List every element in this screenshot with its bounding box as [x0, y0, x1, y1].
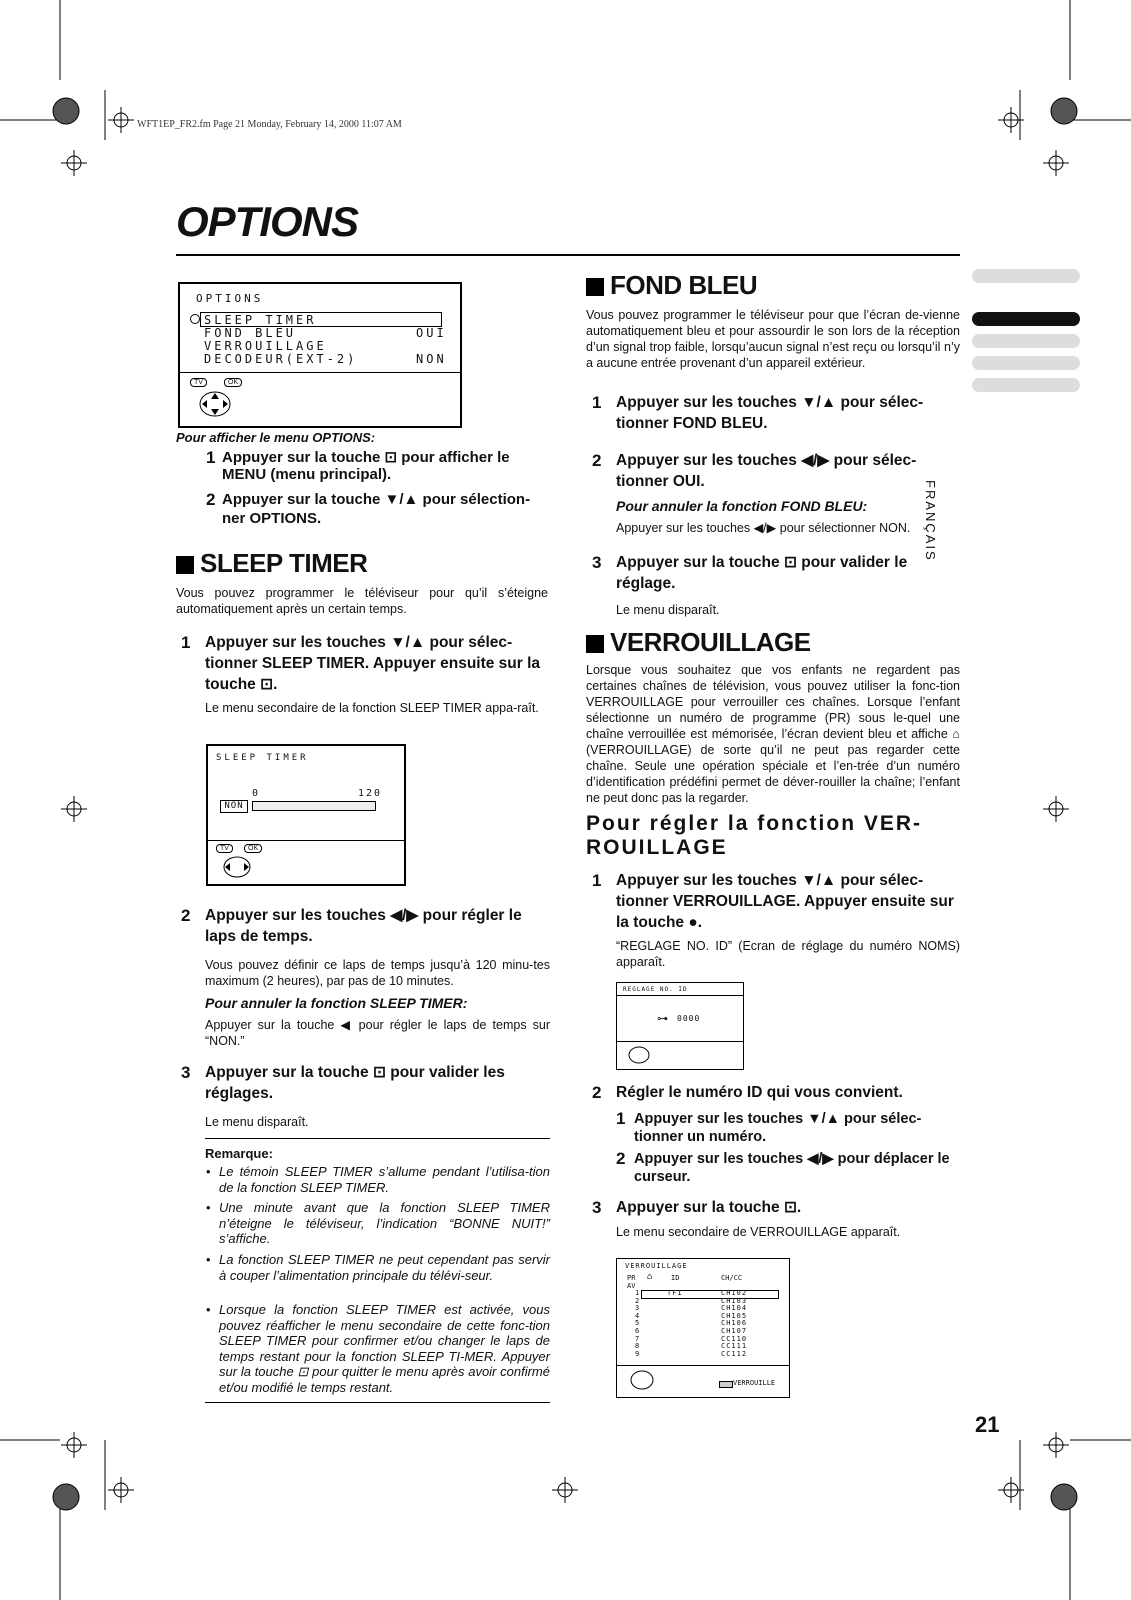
tv-key: TV	[190, 378, 207, 387]
verrouillage-step-1: 1 Appuyer sur les touches ▼/▲ pour sélec-tionner VERROUILLAGE. Appuyer ensuite sur la touche ●.	[592, 871, 954, 931]
fond-bleu-step-1: 1 Appuyer sur les touches ▼/▲ pour sélec-tionner FOND BLEU.	[592, 393, 924, 432]
verrouillage-step-3: 3 Appuyer sur la touche ⊡.	[592, 1198, 802, 1217]
remarks-bottom-rule	[205, 1402, 550, 1403]
channel-row-cell: CC112	[721, 1349, 748, 1358]
sleep-cancel-text: Appuyer sur la touche ◀ pour régler le laps de temps sur “NON.”	[205, 1018, 550, 1048]
intro-heading: Pour afficher le menu OPTIONS:	[176, 430, 376, 445]
sleep-step-3-note: Le menu disparaît.	[205, 1115, 309, 1129]
osd-divider	[617, 995, 743, 996]
fond-bleu-intro: Vous pouvez programmer le téléviseur pour que l’écran de-vienne automatiquement bleu et pour assourdir le son lors de la réception d’un signal trop faible, lorsqu’aucun signal n’est reçu ou lorsqu’il n’y a aucune entrée provenant d’un appareil extérieur.	[586, 308, 960, 370]
sleep-step-3: 3 Appuyer sur la touche ⊡ pour valider les réglages.	[181, 1063, 505, 1102]
verrouillage-step-2: 2 Régler le numéro ID qui vous convient.	[592, 1083, 903, 1102]
dpad-icon	[198, 390, 232, 418]
sleep-cancel-heading: Pour annuler la fonction SLEEP TIMER:	[205, 995, 468, 1011]
verrouillage-intro: Lorsque vous souhaitez que vos enfants ne regardent pas certaines chaînes de télévision, vous pouvez utiliser la fonc-tion VERROUILLAGE pour verrouiller ces chaînes. Lorsque l’enfant sélectionne un numéro de programme (PR) sous le-quel une chaîne verrouillée est mémorisée, l’écran devient bleu et affiche ⌂ (VERROUILLAGE) de sorte qu’il ne peut pas regarder cette chaîne. Seule une opération spéciale et l’en-trée d’un numéro d’identification prédéfini permet de déver-rouiller la chaîne; l’enfant ne peut donc pas la regarder.	[586, 663, 960, 805]
dpad-icon	[629, 1369, 655, 1391]
osd-item-label: FOND BLEU	[204, 326, 297, 340]
channel-row-cell: CH102	[721, 1289, 748, 1297]
channel-row-cell: 2	[635, 1296, 641, 1305]
tab-active	[972, 312, 1080, 326]
sleep-step-1-note: Le menu secondaire de la fonction SLEEP TIMER appa-raît.	[205, 701, 539, 715]
osd-divider	[617, 1041, 743, 1042]
av-label: AV	[627, 1282, 636, 1290]
osd-scale-min: 0	[252, 788, 259, 799]
sleep-timer-intro: Vous pouvez programmer le téléviseur pour qu’il s’éteigne automatiquement après un certain temps.	[176, 586, 548, 616]
verrouillage-step-2-2: 2 Appuyer sur les touches ◀/▶ pour déplacer le curseur.	[616, 1149, 950, 1185]
tab-inactive-3	[972, 356, 1080, 370]
sleep-step-1: 1 Appuyer sur les touches ▼/▲ pour sélec-tionner SLEEP TIMER. Appuyer ensuite sur la touche ⊡.	[181, 633, 541, 693]
ok-key: OK	[224, 378, 242, 387]
verrouillage-step-1-note: “REGLAGE NO. ID” (Ecran de réglage du numéro NOMS) apparaît.	[616, 939, 960, 969]
sleep-timer-heading: SLEEP TIMER	[176, 548, 367, 579]
osd-title: REGLAGE NO. ID	[623, 986, 688, 993]
verrouillage-subheading: Pour régler la fonction VER-ROUILLAGE	[586, 812, 923, 859]
verrouillage-step-3-note: Le menu secondaire de VERROUILLAGE apparaît.	[616, 1225, 901, 1239]
verrouillage-screen	[616, 1258, 790, 1398]
col-pr: PR	[627, 1274, 636, 1282]
verrouillage-step-2-1: 1 Appuyer sur les touches ▼/▲ pour sélec-tionner un numéro.	[616, 1109, 922, 1145]
legend-label: VERROUILLE	[733, 1379, 776, 1387]
lock-icon: ⌂	[647, 1272, 653, 1282]
page-number: 21	[975, 1412, 1000, 1437]
key-icon: ⊶	[657, 1012, 668, 1025]
channel-row-cell: 9	[635, 1349, 641, 1358]
tv-key: TV	[216, 844, 233, 853]
osd-title: SLEEP TIMER	[216, 753, 309, 763]
id-code-display: 0000	[677, 1014, 701, 1023]
side-language-label: FRANÇAIS	[923, 480, 938, 562]
channel-row-cell: 3	[635, 1304, 641, 1313]
remark-item: • Lorsque la fonction SLEEP TIMER est activée, vous pouvez réafficher le menu secondaire de cette fonc-tion SLEEP TIMER pour confirmer et/ou changer le laps de temps restant pour la fonction SLEEP TI-MER. Appuyer sur la touche ⊡ pour quitter le menu après avoir confirmé et/ou modifié le temps restant.	[219, 1302, 550, 1395]
intro-step-1: 1 Appuyer sur la touche ⊡ pour afficher le MENU (menu principal).	[206, 448, 510, 483]
col-ch: CH/CC	[721, 1274, 743, 1282]
osd-item-label: VERROUILLAGE	[204, 339, 327, 353]
channel-row-cell: 7	[635, 1334, 641, 1343]
channel-row-cell: 6	[635, 1327, 641, 1335]
fond-bleu-step-2: 2 Appuyer sur les touches ◀/▶ pour sélec-tionner OUI.	[592, 451, 917, 490]
selection-marker	[190, 314, 200, 324]
channel-row-cell: CH107	[721, 1327, 748, 1335]
id-setting-screen	[616, 982, 744, 1070]
channel-row-cell: 8	[635, 1342, 641, 1351]
osd-title: VERROUILLAGE	[625, 1262, 688, 1270]
remark-item: • Le témoin SLEEP TIMER s’allume pendant l’utilisa-tion de la fonction SLEEP TIMER.	[219, 1164, 550, 1195]
dpad-icon	[627, 1045, 651, 1065]
col-id: ID	[671, 1274, 680, 1282]
osd-item-value: OUI	[416, 326, 447, 340]
channel-row-cell: 1	[635, 1289, 641, 1297]
remark-item: • La fonction SLEEP TIMER ne peut cependant pas servir à couper l’alimentation principale du télévi-seur.	[219, 1252, 550, 1283]
channel-row-cell: 4	[635, 1311, 641, 1320]
sleep-step-2-note: Vous pouvez définir ce laps de temps jusqu’à 120 minu-tes maximum (2 heures), par pas de 10 minutes.	[205, 958, 550, 988]
osd-item-label: SLEEP TIMER	[204, 313, 317, 327]
osd-value-box: NON	[220, 800, 248, 813]
dpad-icon	[222, 855, 252, 879]
sleep-step-2: 2 Appuyer sur les touches ◀/▶ pour régler le laps de temps.	[181, 906, 522, 945]
osd-item-value: NON	[416, 352, 447, 366]
channel-row-cell: CH106	[721, 1319, 748, 1328]
osd-divider	[180, 372, 460, 373]
osd-divider	[617, 1365, 789, 1366]
osd-scale-max: 120	[358, 788, 383, 799]
selected-row-frame	[641, 1290, 779, 1299]
remarks-heading: Remarque:	[205, 1146, 273, 1161]
fond-bleu-cancel-text: Appuyer sur les touches ◀/▶ pour sélectionner NON.	[616, 521, 911, 535]
tab-inactive-4	[972, 378, 1080, 392]
fond-bleu-step-3-note: Le menu disparaît.	[616, 603, 720, 617]
channel-row-cell: 5	[635, 1319, 641, 1328]
channel-row-cell: CC111	[721, 1342, 748, 1351]
channel-row-cell: CC110	[721, 1334, 748, 1343]
osd-divider	[208, 840, 404, 841]
verrouillage-heading: VERROUILLAGE	[586, 627, 811, 658]
fond-bleu-heading: FOND BLEU	[586, 270, 757, 301]
fond-bleu-cancel-heading: Pour annuler la fonction FOND BLEU:	[616, 498, 868, 514]
osd-title: OPTIONS	[196, 292, 264, 305]
remarks-top-rule	[205, 1138, 550, 1139]
legend-swatch	[719, 1381, 733, 1388]
file-info-header: WFT1EP_FR2.fm Page 21 Monday, February 14, 2000 11:07 AM	[137, 119, 402, 130]
channel-row-cell: TF1	[667, 1289, 683, 1297]
tab-inactive-1	[972, 269, 1080, 283]
osd-timer-bar	[252, 801, 376, 811]
ok-key: OK	[244, 844, 262, 853]
options-menu-screen	[178, 282, 462, 428]
page-title: OPTIONS	[176, 198, 359, 245]
channel-row-cell: CH103	[721, 1296, 748, 1305]
tab-inactive-2	[972, 334, 1080, 348]
channel-row-cell: CH105	[721, 1311, 748, 1320]
sleep-timer-screen	[206, 744, 406, 886]
title-rule	[176, 254, 960, 256]
channel-row-cell: CH104	[721, 1304, 748, 1313]
osd-item-label: DECODEUR(EXT-2)	[204, 352, 358, 366]
intro-step-2: 2 Appuyer sur la touche ▼/▲ pour sélection-ner OPTIONS.	[206, 490, 531, 527]
fond-bleu-step-3: 3 Appuyer sur la touche ⊡ pour valider le réglage.	[592, 553, 908, 592]
remark-item: • Une minute avant que la fonction SLEEP TIMER n’éteigne le téléviseur, l’indication “BONNE NUIT!” s’affiche.	[219, 1200, 550, 1247]
